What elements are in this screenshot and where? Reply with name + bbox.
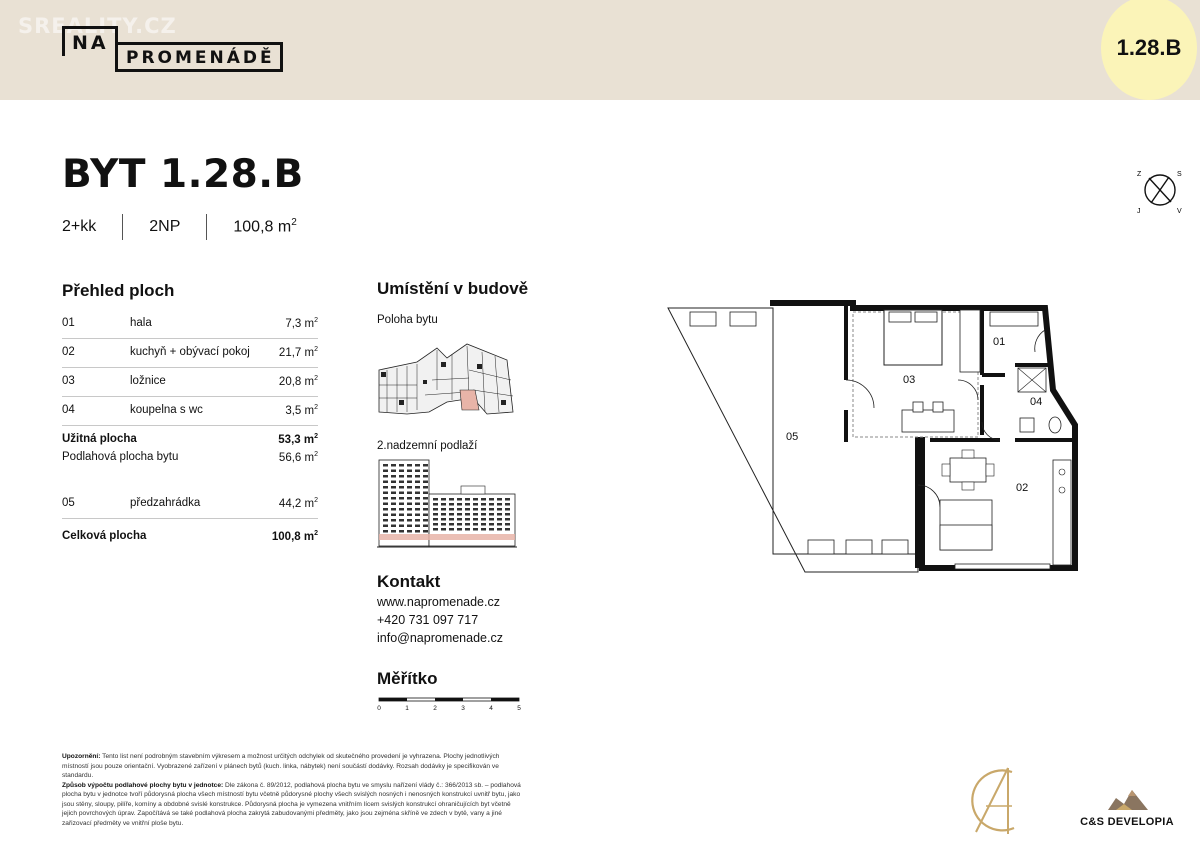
contact-web[interactable]: www.napromenade.cz <box>377 595 500 609</box>
gold-monogram-logo <box>962 762 1026 842</box>
facade-window <box>399 464 404 467</box>
facade-window <box>415 464 420 467</box>
logo-na: NA <box>62 26 118 56</box>
facade-window <box>415 508 420 511</box>
facade-window <box>473 503 478 506</box>
facade-window <box>473 518 478 521</box>
facade-window <box>489 503 494 506</box>
floor-area-row: Podlahová plocha bytu 56,6 $m^2$ <box>62 451 318 464</box>
layout-type: 2+kk <box>62 218 97 235</box>
facade-window <box>383 481 388 484</box>
facade-window <box>391 475 396 478</box>
facade-window <box>407 486 412 489</box>
facade-window <box>423 514 428 517</box>
facade-window <box>423 508 428 511</box>
facade-window <box>497 508 502 511</box>
compass-n: Z <box>1137 171 1142 178</box>
facade-window <box>449 518 454 521</box>
facade-window <box>391 530 396 533</box>
facade-window <box>383 492 388 495</box>
facade-window <box>399 486 404 489</box>
facade-window <box>465 518 470 521</box>
compass-s: V <box>1177 208 1182 215</box>
apartment-floor-plan <box>660 290 1080 580</box>
facade-window <box>383 525 388 528</box>
compass-e: S <box>1177 171 1182 178</box>
facade-window <box>489 523 494 526</box>
facade-window <box>481 518 486 521</box>
table-row: 02 kuchyň + obývací pokoj 21,7 $m^2$ <box>62 339 318 368</box>
facade-window <box>473 498 478 501</box>
building-elevation-thumbnail <box>377 458 517 552</box>
facade-window <box>433 523 438 526</box>
disclaimer-calculation: Způsob výpočtu podlahové plochy bytu v jednotce: Dle zákona č. 89/2012, podlahová plocha bytu ve smyslu nařízení vlády č.: 366/2013 sb. – podlahová plocha bytu v jednotce tvoří půdorysná plocha všech místností bytu včetně půdorysné plochy všech svislých nosných i nenosných konstrukcí uvnitř bytu, jako jsou stěny, sloupy, pilíře, komíny a obdobné svislé konstrukce. Půdorysná plocha je vymezena vnitřním lícem svislých konstrukcí ohraničujících byt včetně jejich povrchových úprav. Započítává se také podlahová plocha zakrytá zabudovanými předměty, jako jsou zejména skříně ve zdech v bytě, vany a jiné zařizovací předměty ve vnitřní ploše bytu. <box>62 781 521 827</box>
facade-window <box>383 464 388 467</box>
facade-window <box>415 519 420 522</box>
facade-window <box>465 523 470 526</box>
facade-window <box>489 518 494 521</box>
scale-tick: 1 <box>405 705 409 712</box>
areas-table <box>62 310 318 545</box>
scale-tick: 3 <box>461 705 465 712</box>
facade-window <box>441 513 446 516</box>
areas-heading: Přehled ploch <box>62 281 175 300</box>
facade-window <box>441 498 446 501</box>
facade-window <box>449 523 454 526</box>
facade-window <box>383 475 388 478</box>
facade-window <box>505 503 510 506</box>
facade-window <box>383 514 388 517</box>
facade-window <box>407 514 412 517</box>
facade-window <box>441 503 446 506</box>
facade-window <box>391 497 396 500</box>
facade-window <box>441 528 446 531</box>
facade-window <box>399 503 404 506</box>
facade-window <box>423 481 428 484</box>
facade-window <box>407 470 412 473</box>
floor-level: 2NP <box>149 218 181 235</box>
facade-window <box>457 518 462 521</box>
room-label-01: 01 <box>993 336 1006 348</box>
usable-area-row: Užitná plocha 53,3 $m^2$ <box>62 433 318 446</box>
facade-window <box>423 497 428 500</box>
unit-badge: 1.28.B <box>1101 0 1197 100</box>
facade-window <box>383 508 388 511</box>
elevation-label: 2.nadzemní podlaží <box>377 440 478 452</box>
facade-window <box>391 519 396 522</box>
facade-window <box>433 528 438 531</box>
building-floorplan-thumbnail <box>377 340 517 420</box>
facade-window <box>489 498 494 501</box>
facade-window <box>481 523 486 526</box>
facade-window <box>407 481 412 484</box>
facade-window <box>441 523 446 526</box>
compass-w: J <box>1137 208 1141 215</box>
facade-window <box>497 513 502 516</box>
facade-window <box>505 513 510 516</box>
facade-window <box>433 498 438 501</box>
facade-window <box>465 503 470 506</box>
facade-window <box>481 503 486 506</box>
divider <box>122 214 123 240</box>
facade-window <box>423 464 428 467</box>
facade-window <box>399 508 404 511</box>
developer-building-icon <box>1106 784 1150 812</box>
apartment-meta <box>62 214 297 240</box>
facade-window <box>415 486 420 489</box>
table-row: 03 ložnice 20,8 $m^2$ <box>62 368 318 397</box>
facade-window <box>383 530 388 533</box>
facade-window <box>423 530 428 533</box>
total-area: 100,8 $m^2$ <box>233 217 297 236</box>
facade-window <box>399 481 404 484</box>
facade-window <box>457 513 462 516</box>
facade-window <box>407 530 412 533</box>
facade-window <box>391 514 396 517</box>
facade-window <box>497 518 502 521</box>
facade-window <box>415 514 420 517</box>
facade-window <box>465 528 470 531</box>
compass-icon <box>1135 165 1185 215</box>
facade-window <box>481 528 486 531</box>
facade-window <box>465 498 470 501</box>
facade-window <box>433 508 438 511</box>
scale-bar <box>377 696 522 716</box>
facade-window <box>407 475 412 478</box>
table-row: 05 předzahrádka 44,2 $m^2$ <box>62 490 318 519</box>
facade-window <box>407 497 412 500</box>
facade-window <box>433 513 438 516</box>
facade-window <box>505 523 510 526</box>
facade-window <box>473 513 478 516</box>
facade-window <box>473 523 478 526</box>
facade-window <box>465 513 470 516</box>
facade-window <box>383 503 388 506</box>
logo-promenade: PROMENÁDĚ <box>115 42 283 72</box>
facade-window <box>399 514 404 517</box>
floor-plan-drawing <box>660 290 1080 580</box>
facade-window <box>415 470 420 473</box>
facade-window <box>481 498 486 501</box>
facade-window <box>399 530 404 533</box>
facade-window <box>415 497 420 500</box>
facade-window <box>505 508 510 511</box>
facade-window <box>399 492 404 495</box>
facade-window <box>391 464 396 467</box>
facade-window <box>497 503 502 506</box>
facade-window <box>391 492 396 495</box>
facade-window <box>383 497 388 500</box>
facade-window <box>441 508 446 511</box>
location-plan-label: Poloha bytu <box>377 314 438 326</box>
facade-window <box>505 498 510 501</box>
facade-window <box>399 525 404 528</box>
header-band <box>0 0 1200 100</box>
facade-window <box>449 508 454 511</box>
facade-window <box>407 508 412 511</box>
facade-window <box>489 508 494 511</box>
facade-window <box>423 519 428 522</box>
facade-window <box>423 475 428 478</box>
contact-email[interactable]: info@napromenade.cz <box>377 631 503 645</box>
facade-window <box>407 492 412 495</box>
facade-window <box>465 508 470 511</box>
developer-logo <box>1072 784 1182 830</box>
facade-window <box>441 518 446 521</box>
room-label-03: 03 <box>903 374 916 386</box>
facade-window <box>457 508 462 511</box>
facade-window <box>449 528 454 531</box>
facade-window <box>497 498 502 501</box>
room-label-02: 02 <box>1016 482 1029 494</box>
facade-window <box>415 492 420 495</box>
facade-window <box>415 525 420 528</box>
facade-window <box>433 518 438 521</box>
facade-window <box>505 528 510 531</box>
facade-window <box>457 523 462 526</box>
total-area-row: Celková plocha 100,8 $m^2$ <box>62 530 318 543</box>
facade-window <box>391 525 396 528</box>
disclaimer <box>62 752 522 828</box>
facade-window <box>407 503 412 506</box>
facade-window <box>391 503 396 506</box>
contact-heading: Kontakt <box>377 572 441 591</box>
facade-window <box>407 464 412 467</box>
location-heading: Umístění v budově <box>377 279 529 298</box>
facade-window <box>481 508 486 511</box>
facade-window <box>481 513 486 516</box>
scale-tick: 0 <box>377 705 381 712</box>
facade-window <box>391 508 396 511</box>
facade-window <box>473 528 478 531</box>
facade-window <box>449 503 454 506</box>
facade-window <box>399 497 404 500</box>
facade-window <box>391 486 396 489</box>
facade-window <box>423 503 428 506</box>
developer-name: C&S DEVELOPIA <box>1080 816 1174 828</box>
facade-window <box>415 530 420 533</box>
facade-window <box>497 523 502 526</box>
room-label-05: 05 <box>786 431 799 443</box>
divider <box>206 214 207 240</box>
facade-window <box>423 486 428 489</box>
facade-window <box>457 503 462 506</box>
table-row: 01 hala 7,3 $m^2$ <box>62 310 318 339</box>
facade-window <box>473 508 478 511</box>
facade-window <box>449 513 454 516</box>
facade-window <box>415 475 420 478</box>
watermark: SREALITY.CZ <box>18 14 177 38</box>
facade-window <box>415 481 420 484</box>
disclaimer-note: Upozornění: Tento list není podrobným stavebním výkresem a možnost určitých odchylek od skutečného provedení je vyhrazena. Plochy jednotlivých místností jsou pouze orientační. Vyobrazené zařízení v plánech bytů (kuch. linka, nábytek) není součástí dodávky. Rozsah dodávky je specifikován ve standardu. <box>62 753 500 779</box>
page-title: BYT 1.28.B <box>62 152 304 197</box>
facade-window <box>383 470 388 473</box>
scale-heading: Měřítko <box>377 669 438 688</box>
table-row: 04 koupelna s wc 3,5 $m^2$ <box>62 397 318 426</box>
contact-phone[interactable]: +420 731 097 717 <box>377 613 479 627</box>
facade-window <box>489 513 494 516</box>
facade-window <box>505 518 510 521</box>
room-label-04: 04 <box>1030 396 1043 408</box>
facade-window <box>457 528 462 531</box>
facade-window <box>383 519 388 522</box>
scale-tick: 2 <box>433 705 437 712</box>
facade-window <box>449 498 454 501</box>
facade-window <box>407 519 412 522</box>
scale-tick: 5 <box>517 705 521 712</box>
facade-window <box>399 475 404 478</box>
facade-window <box>399 470 404 473</box>
facade-window <box>415 503 420 506</box>
facade-window <box>457 498 462 501</box>
facade-window <box>391 481 396 484</box>
facade-window <box>489 528 494 531</box>
facade-window <box>423 470 428 473</box>
facade-window <box>497 528 502 531</box>
facade-window <box>423 492 428 495</box>
facade-window <box>407 525 412 528</box>
facade-window <box>383 486 388 489</box>
facade-window <box>391 470 396 473</box>
scale-tick: 4 <box>489 705 493 712</box>
facade-window <box>433 503 438 506</box>
facade-window <box>399 519 404 522</box>
facade-window <box>423 525 428 528</box>
